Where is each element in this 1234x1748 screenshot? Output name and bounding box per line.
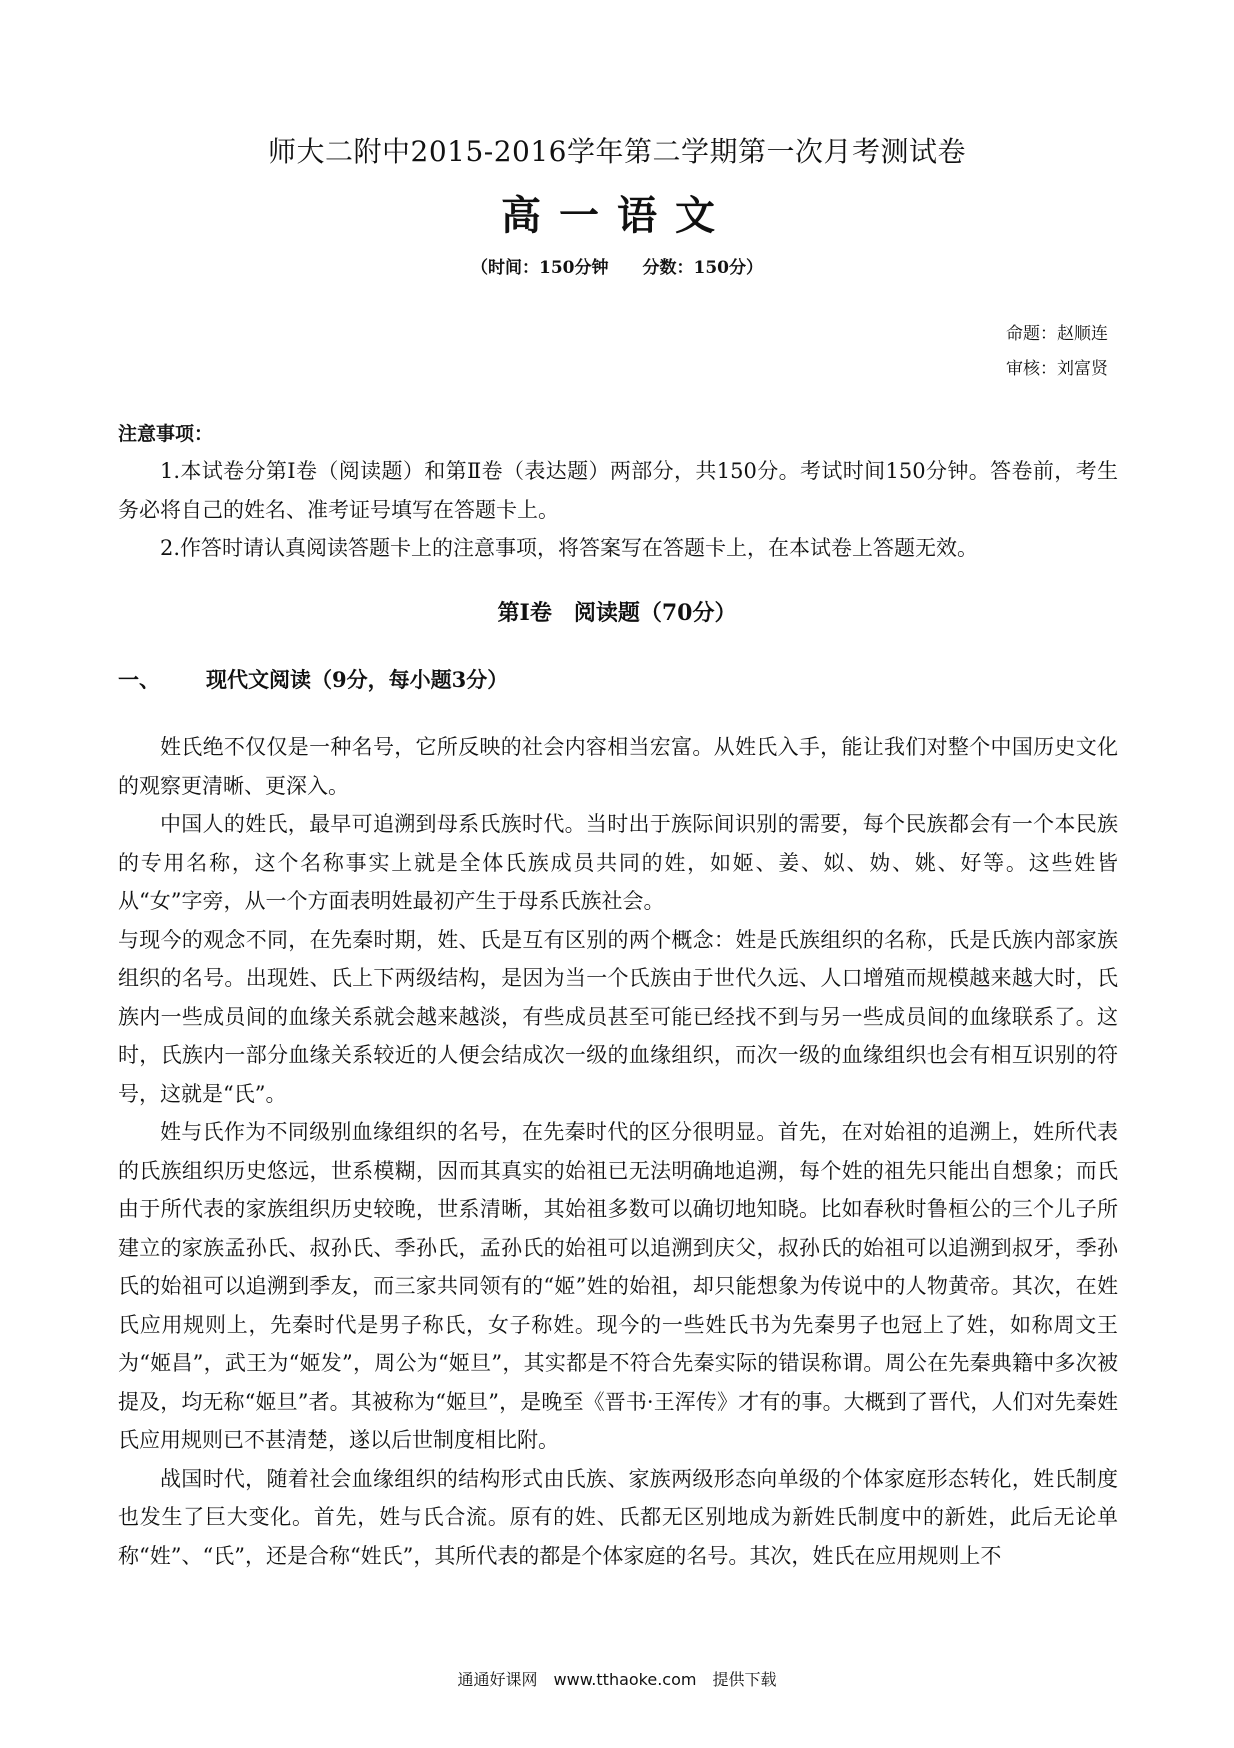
footer-source: 通通好课网 www.tthaoke.com 提供下载 — [457, 1670, 777, 1689]
notice-heading: 注意事项： — [118, 423, 214, 445]
notice-list — [118, 452, 1118, 568]
reading-passage — [118, 728, 1118, 1575]
part-heading — [118, 664, 508, 696]
section-heading: 第Ⅰ卷 阅读题（70分） — [497, 600, 737, 626]
exam-title: 师大二附中2015-2016学年第二学期第一次月考测试卷 — [268, 135, 966, 168]
passage-paragraph: 与现今的观念不同，在先秦时期，姓、氏是互有区别的两个概念：姓是氏族组织的名称，氏是氏族内部家族组织的名号。出现姓、氏上下两级结构，是因为当一个氏族由于世代久远、人口增殖而规模越来越大时，氏族内一些成员间的血缘关系就会越来越淡，有些成员甚至可能已经找不到与另一些成员间的血缘联系了。这时，氏族内一部分血缘关系较近的人便会结成次一级的血缘组织，而次一级的血缘组织也会有相互识别的符号，这就是“氏”。 — [118, 927, 1118, 1106]
time-score-line: （时间：150分钟 分数：150分） — [471, 258, 763, 278]
subject-title: 高一语文 — [501, 192, 733, 239]
part-title: 现代文阅读（9分，每小题3分） — [206, 667, 509, 692]
passage-paragraph: 姓氏绝不仅仅是一种名号，它所反映的社会内容相当宏富。从姓氏入手，能让我们对整个中国历史文化的观察更清晰、更深入。 — [118, 735, 1118, 798]
passage-paragraph: 战国时代，随着社会血缘组织的结构形式由氏族、家族两级形态向单级的个体家庭形态转化，姓氏制度也发生了巨大变化。首先，姓与氏合流。原有的姓、氏都无区别地成为新姓氏制度中的新姓，此后无论单称“姓”、“氏”，还是合称“姓氏”，其所代表的都是个体家庭的名号。其次，姓氏在应用规则上不 — [118, 1466, 1118, 1568]
part-number: 一、 — [118, 667, 160, 692]
passage-paragraph: 姓与氏作为不同级别血缘组织的名号，在先秦时代的区分很明显。首先，在对始祖的追溯上，姓所代表的氏族组织历史悠远，世系模糊，因而其真实的始祖已无法明确地追溯，每个姓的祖先只能出自想象；而氏由于所代表的家族组织历史较晚，世系清晰，其始祖多数可以确切地知晓。比如春秋时鲁桓公的三个儿子所建立的家族孟孙氏、叔孙氏、季孙氏，孟孙氏的始祖可以追溯到庆父，叔孙氏的始祖可以追溯到叔牙，季孙氏的始祖可以追溯到季友，而三家共同领有的“姬”姓的始祖，却只能想象为传说中的人物黄帝。其次，在姓氏应用规则上，先秦时代是男子称氏，女子称姓。现今的一些姓氏书为先秦男子也冠上了姓，如称周文王为“姬昌”，武王为“姬发”，周公为“姬旦”，其实都是不符合先秦实际的错误称谓。周公在先秦典籍中多次被提及，均无称“姬旦”者。其被称为“姬旦”，是晚至《晋书·王浑传》才有的事。大概到了晋代，人们对先秦姓氏应用规则已不甚清楚，遂以后世制度相比附。 — [118, 1120, 1118, 1452]
notice-item: 1.本试卷分第Ⅰ卷（阅读题）和第Ⅱ卷（表达题）两部分，共150分。考试时间150分钟。答卷前，考生务必将自己的姓名、准考证号填写在答题卡上。 — [118, 459, 1118, 522]
notice-item: 2.作答时请认真阅读答题卡上的注意事项，将答案写在答题卡上，在本试卷上答题无效。 — [160, 536, 979, 560]
author-credit: 命题：赵顺连 — [1006, 324, 1108, 344]
reviewer-credit: 审核：刘富贤 — [1006, 359, 1108, 379]
passage-paragraph: 中国人的姓氏，最早可追溯到母系氏族时代。当时出于族际间识别的需要，每个民族都会有一个本民族的专用名称，这个名称事实上就是全体氏族成员共同的姓，如姬、姜、姒、妫、姚、好等。这些姓皆从“女”字旁，从一个方面表明姓最初产生于母系氏族社会。 — [118, 812, 1118, 913]
